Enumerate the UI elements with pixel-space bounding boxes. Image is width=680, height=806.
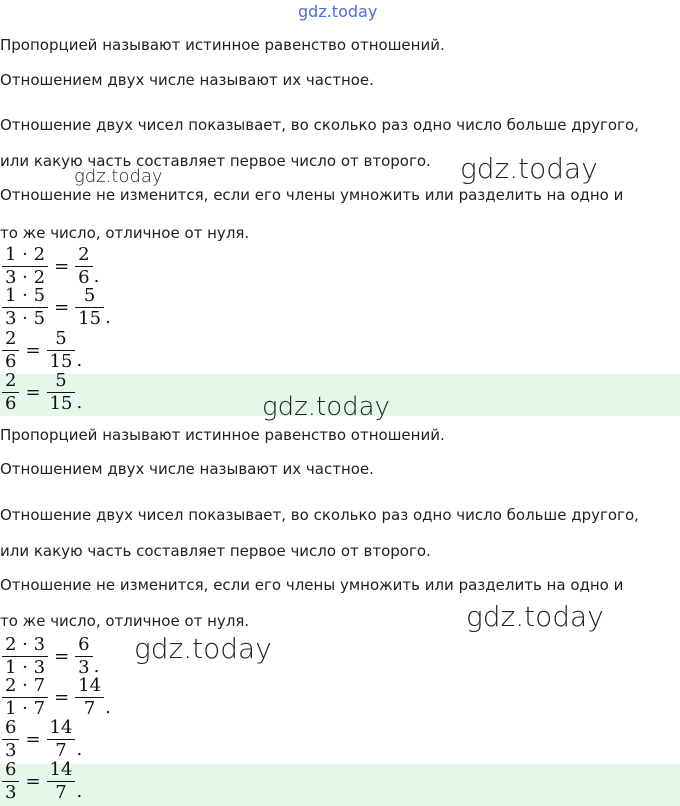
- equals-sign: =: [25, 771, 41, 792]
- numerator: 5: [83, 285, 96, 306]
- ratio-meaning-line-1-2: Отношение двух чисел показывает, во сколько раз одно число больше другого,: [0, 506, 639, 524]
- answer-equation-2: [2, 761, 82, 802]
- denominator: 3: [78, 657, 90, 678]
- fraction: [2, 287, 48, 328]
- definition-proportion-2: Пропорцией называют истинное равенство отношений.: [0, 426, 445, 444]
- numerator: 6: [5, 717, 17, 738]
- watermark: gdz.today: [460, 152, 598, 185]
- equation-6: [2, 719, 82, 760]
- denominator: 15: [49, 351, 73, 372]
- numerator: 14: [78, 675, 102, 696]
- fraction: [75, 677, 104, 718]
- ratio-property-line-1: Отношение не изменится, если его члены умножить или разделить на одно и: [0, 186, 624, 204]
- denominator: 6: [78, 267, 90, 288]
- fraction: [75, 246, 92, 287]
- equals-sign: =: [54, 297, 70, 318]
- numerator: 2: [5, 370, 17, 391]
- fraction: [2, 636, 48, 677]
- answer-equation-1: [2, 372, 82, 413]
- watermark: gdz.today: [74, 166, 163, 187]
- numerator: 2: [5, 328, 17, 349]
- equation-1: [2, 246, 99, 287]
- numerator: 14: [49, 759, 73, 780]
- equals-sign: =: [54, 687, 70, 708]
- numerator: 1 · 5: [5, 285, 46, 306]
- equals-sign: =: [25, 382, 41, 403]
- denominator: 3 · 2: [5, 267, 46, 288]
- watermark: gdz.today: [466, 600, 604, 633]
- watermark: gdz.today: [262, 392, 390, 422]
- ratio-property-line-2-2: то же число, отличное от нуля.: [0, 612, 250, 630]
- equals-sign: =: [25, 340, 41, 361]
- denominator: 15: [49, 393, 73, 414]
- numerator: 14: [49, 717, 73, 738]
- ratio-property-line-2: то же число, отличное от нуля.: [0, 224, 250, 242]
- denominator: 6: [5, 351, 17, 372]
- numerator: 1 · 2: [5, 244, 46, 265]
- answer-highlight-2: [0, 764, 680, 806]
- fraction: [75, 287, 104, 328]
- numerator: 6: [5, 759, 17, 780]
- denominator: 7: [55, 782, 67, 803]
- ratio-meaning-line-2-2: или какую часть составляет первое число от второго.: [0, 542, 431, 560]
- period: .: [76, 350, 83, 371]
- equals-sign: =: [54, 646, 70, 667]
- period: .: [93, 656, 100, 677]
- equation-5: [2, 677, 111, 718]
- fraction: [47, 330, 76, 371]
- period: .: [93, 266, 100, 287]
- fraction: [2, 677, 48, 718]
- ratio-meaning-line-2: или какую часть составляет первое число от второго.: [0, 152, 431, 170]
- fraction: [2, 372, 19, 413]
- definition-ratio: Отношением двух числе называют их частное.: [0, 71, 374, 89]
- site-link[interactable]: gdz.today: [298, 2, 378, 21]
- ratio-meaning-line-1: Отношение двух чисел показывает, во сколько раз одно число больше другого,: [0, 116, 639, 134]
- denominator: 15: [78, 308, 102, 329]
- fraction: [47, 761, 76, 802]
- equals-sign: =: [54, 256, 70, 277]
- watermark: gdz.today: [134, 632, 272, 665]
- numerator: 6: [78, 634, 90, 655]
- denominator: 7: [55, 740, 67, 761]
- fraction: [47, 372, 76, 413]
- fraction: [2, 330, 19, 371]
- numerator: 5: [55, 370, 67, 391]
- period: .: [105, 697, 111, 718]
- period: .: [105, 307, 111, 328]
- numerator: 2 · 7: [5, 675, 46, 696]
- denominator: 1 · 7: [5, 698, 46, 719]
- numerator: 5: [55, 328, 67, 349]
- numerator: 2 · 3: [5, 634, 46, 655]
- fraction: [2, 719, 19, 760]
- denominator: 6: [5, 393, 17, 414]
- period: .: [76, 739, 83, 760]
- definition-ratio-2: Отношением двух числе называют их частное.: [0, 460, 374, 478]
- denominator: 3: [5, 782, 17, 803]
- denominator: 7: [83, 698, 96, 719]
- fraction: [75, 636, 92, 677]
- fraction: [2, 761, 19, 802]
- numerator: 2: [78, 244, 90, 265]
- fraction: [2, 246, 48, 287]
- denominator: 1 · 3: [5, 657, 46, 678]
- equals-sign: =: [25, 729, 41, 750]
- denominator: 3: [5, 740, 17, 761]
- definition-proportion: Пропорцией называют истинное равенство отношений.: [0, 36, 445, 54]
- period: .: [76, 392, 83, 413]
- denominator: 3 · 5: [5, 308, 46, 329]
- fraction: [47, 719, 76, 760]
- equation-3: [2, 330, 82, 371]
- period: .: [76, 781, 83, 802]
- equation-2: [2, 287, 111, 328]
- equation-4: [2, 636, 99, 677]
- ratio-property-line-1-2: Отношение не изменится, если его члены умножить или разделить на одно и: [0, 576, 624, 594]
